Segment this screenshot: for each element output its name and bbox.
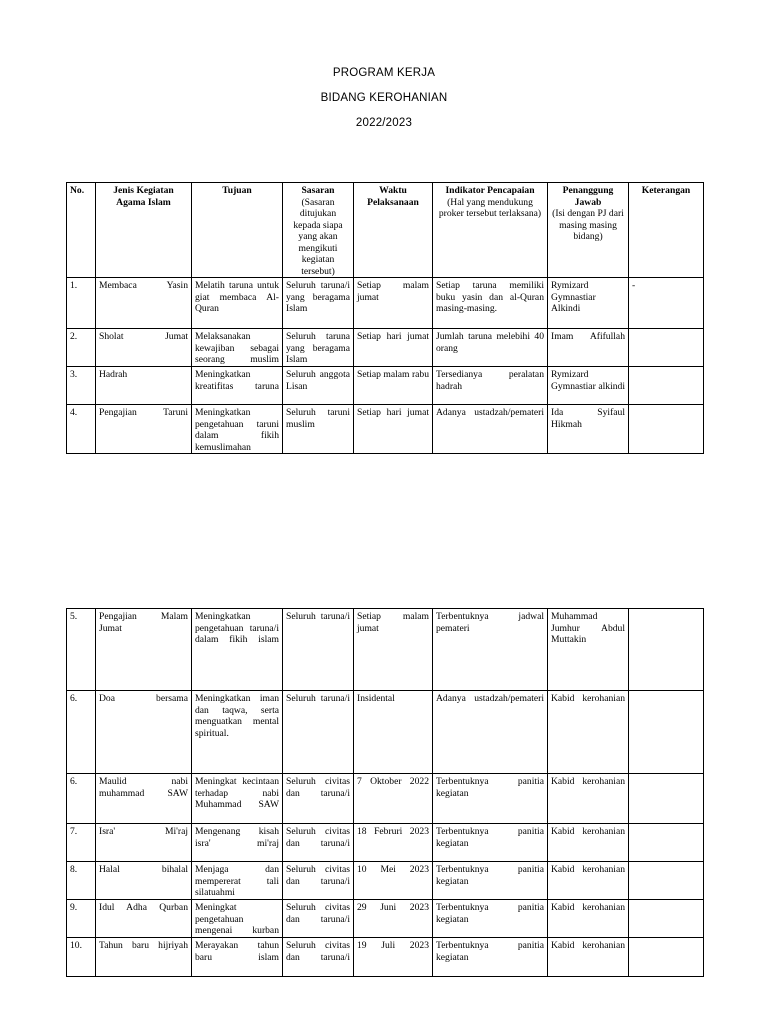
cell-kegiatan: Hadrah	[96, 367, 192, 405]
table-row	[67, 691, 704, 774]
cell-tujuan: Menjaga dan mempererat tali silatuahmi	[192, 862, 283, 900]
cell-tujuan: Merayakan tahun baru islam	[192, 938, 283, 977]
cell-keterangan	[629, 691, 704, 774]
cell-keterangan	[629, 609, 704, 691]
cell-pj: Kabid kerohanian	[548, 938, 629, 977]
cell-keterangan	[629, 329, 704, 367]
table-row	[67, 329, 704, 367]
header-pj	[548, 183, 629, 278]
cell-kegiatan: Sholat Jumat	[96, 329, 192, 367]
cell-indikator: Tersedianya peralatan hadrah	[433, 367, 548, 405]
cell-kegiatan: Doa bersama	[96, 691, 192, 774]
header-kegiatan: Jenis Kegiatan Agama Islam	[96, 183, 192, 278]
cell-sasaran: Seluruh anggota Lisan	[283, 367, 354, 405]
cell-waktu: 7 Oktober 2022	[354, 774, 433, 824]
cell-waktu: Setiap malam rabu	[354, 367, 433, 405]
table-row	[67, 405, 704, 454]
cell-tujuan: Meningkat kecintaan terhadap nabi Muhammad SAW	[192, 774, 283, 824]
cell-sasaran: Seluruh taruna/i	[283, 691, 354, 774]
cell-kegiatan: Tahun baru hijriyah	[96, 938, 192, 977]
cell-pj: Muhammad Jumhur Abdul Muttakin	[548, 609, 629, 691]
cell-no: 8.	[67, 862, 96, 900]
header-pj-note: (Isi dengan PJ dari masing masing bidang)	[552, 208, 624, 242]
program-table-page-2	[66, 608, 704, 977]
cell-indikator: Terbentuknya panitia kegiatan	[433, 900, 548, 938]
cell-sasaran: Seluruh civitas dan taruna/i	[283, 774, 354, 824]
cell-keterangan	[629, 367, 704, 405]
title-line-bidang: BIDANG KEROHANIAN	[320, 92, 448, 104]
cell-sasaran: Seluruh civitas dan taruna/i	[283, 824, 354, 862]
table-row	[67, 367, 704, 405]
cell-tujuan: Meningkatkan iman dan taqwa, serta menguatkan mental spiritual.	[192, 691, 283, 774]
cell-kegiatan: Idul Adha Qurban	[96, 900, 192, 938]
cell-pj: Imam Afifullah	[548, 329, 629, 367]
cell-tujuan: Meningkatkan pengetahuan taruna/i dalam fikih islam	[192, 609, 283, 691]
document-title	[0, 66, 768, 141]
cell-no: 10.	[67, 938, 96, 977]
cell-kegiatan: Membaca Yasin	[96, 278, 192, 329]
cell-keterangan	[629, 774, 704, 824]
table-header-row	[67, 183, 704, 278]
cell-waktu: 19 Juli 2023	[354, 938, 433, 977]
cell-kegiatan: Maulid nabi muhammad SAW	[96, 774, 192, 824]
header-sasaran-label: Sasaran	[301, 185, 335, 196]
table-row	[67, 278, 704, 329]
cell-pj: Kabid kerohanian	[548, 900, 629, 938]
cell-waktu: Setiap hari jumat	[354, 329, 433, 367]
cell-no: 1.	[67, 278, 96, 329]
cell-indikator: Adanya ustadzah/pemateri	[433, 405, 548, 454]
cell-sasaran: Seluruh taruna yang beragama Islam	[283, 329, 354, 367]
cell-keterangan	[629, 938, 704, 977]
cell-waktu: Insidental	[354, 691, 433, 774]
table-row	[67, 900, 704, 938]
table-row	[67, 774, 704, 824]
cell-waktu: Setiap malam jumat	[354, 609, 433, 691]
header-waktu: Waktu Pelaksanaan	[354, 183, 433, 278]
table-row	[67, 862, 704, 900]
header-indikator-label: Indikator Pencapaian	[445, 185, 535, 196]
cell-indikator: Terbentuknya panitia kegiatan	[433, 862, 548, 900]
cell-sasaran: Seluruh taruni muslim	[283, 405, 354, 454]
header-indikator-note: (Hal yang mendukung proker tersebut terlaksana)	[438, 196, 542, 219]
header-keterangan: Keterangan	[629, 183, 704, 278]
program-table-page-1	[66, 182, 704, 454]
header-no: No.	[67, 183, 96, 278]
header-tujuan: Tujuan	[192, 183, 283, 278]
cell-pj: Ida Syifaul Hikmah	[548, 405, 629, 454]
cell-tujuan: Mengenang kisah isra' mi'raj	[192, 824, 283, 862]
cell-pj: Kabid kerohanian	[548, 691, 629, 774]
cell-keterangan	[629, 405, 704, 454]
header-indikator	[433, 183, 548, 278]
cell-indikator: Terbentuknya panitia kegiatan	[433, 824, 548, 862]
cell-tujuan: Melatih taruna untuk giat membaca Al-Quran	[192, 278, 283, 329]
cell-no: 3.	[67, 367, 96, 405]
cell-pj: Kabid kerohanian	[548, 774, 629, 824]
cell-indikator: Terbentuknya panitia kegiatan	[433, 774, 548, 824]
header-sasaran	[283, 183, 354, 278]
cell-keterangan	[629, 900, 704, 938]
title-line-program: PROGRAM KERJA	[332, 67, 436, 79]
cell-indikator: Terbentuknya panitia kegiatan	[433, 938, 548, 977]
cell-no: 2.	[67, 329, 96, 367]
title-line-year: 2022/2023	[355, 117, 413, 129]
cell-no: 6.	[67, 774, 96, 824]
cell-no: 5.	[67, 609, 96, 691]
table-row	[67, 609, 704, 691]
cell-kegiatan: Isra' Mi'raj	[96, 824, 192, 862]
cell-sasaran: Seluruh civitas dan taruna/i	[283, 900, 354, 938]
header-sasaran-note: (Sasaran ditujukan kepada siapa yang akan mengikuti kegiatan tersebut)	[293, 196, 343, 277]
cell-pj: Kabid kerohanian	[548, 824, 629, 862]
cell-sasaran: Seluruh taruna/i yang beragama Islam	[283, 278, 354, 329]
cell-pj: Rymizard Gymnastiar Alkindi	[548, 278, 629, 329]
cell-no: 4.	[67, 405, 96, 454]
cell-sasaran: Seluruh civitas dan taruna/i	[283, 938, 354, 977]
header-pj-label: Penanggung Jawab	[562, 185, 614, 208]
cell-no: 9.	[67, 900, 96, 938]
cell-pj: Rymizard Gymnastiar alkindi	[548, 367, 629, 405]
cell-sasaran: Seluruh taruna/i	[283, 609, 354, 691]
cell-kegiatan: Halal bihalal	[96, 862, 192, 900]
cell-waktu: Setiap malam jumat	[354, 278, 433, 329]
cell-tujuan: Meningkatkan pengetahuan taruni dalam fikih kemuslimahan	[192, 405, 283, 454]
table-row	[67, 824, 704, 862]
cell-indikator: Terbentuknya jadwal pemateri	[433, 609, 548, 691]
cell-kegiatan: Pengajian Malam Jumat	[96, 609, 192, 691]
cell-indikator: Jumlah taruna melebihi 40 orang	[433, 329, 548, 367]
cell-waktu: 10 Mei 2023	[354, 862, 433, 900]
cell-keterangan: -	[629, 278, 704, 329]
cell-sasaran: Seluruh civitas dan taruna/i	[283, 862, 354, 900]
cell-indikator: Adanya ustadzah/pemateri	[433, 691, 548, 774]
cell-no: 7.	[67, 824, 96, 862]
cell-waktu: 18 Februri 2023	[354, 824, 433, 862]
cell-tujuan: Meningkat pengetahuan mengenai kurban	[192, 900, 283, 938]
table-row	[67, 938, 704, 977]
cell-tujuan: Meningkatkan kreatifitas taruna	[192, 367, 283, 405]
cell-waktu: 29 Juni 2023	[354, 900, 433, 938]
cell-waktu: Setiap hari jumat	[354, 405, 433, 454]
cell-indikator: Setiap taruna memiliki buku yasin dan al-Quran masing-masing.	[433, 278, 548, 329]
cell-no: 6.	[67, 691, 96, 774]
cell-tujuan: Melaksanakan kewajiban sebagai seorang muslim	[192, 329, 283, 367]
cell-keterangan	[629, 824, 704, 862]
cell-pj: Kabid kerohanian	[548, 862, 629, 900]
cell-kegiatan: Pengajian Taruni	[96, 405, 192, 454]
cell-keterangan	[629, 862, 704, 900]
